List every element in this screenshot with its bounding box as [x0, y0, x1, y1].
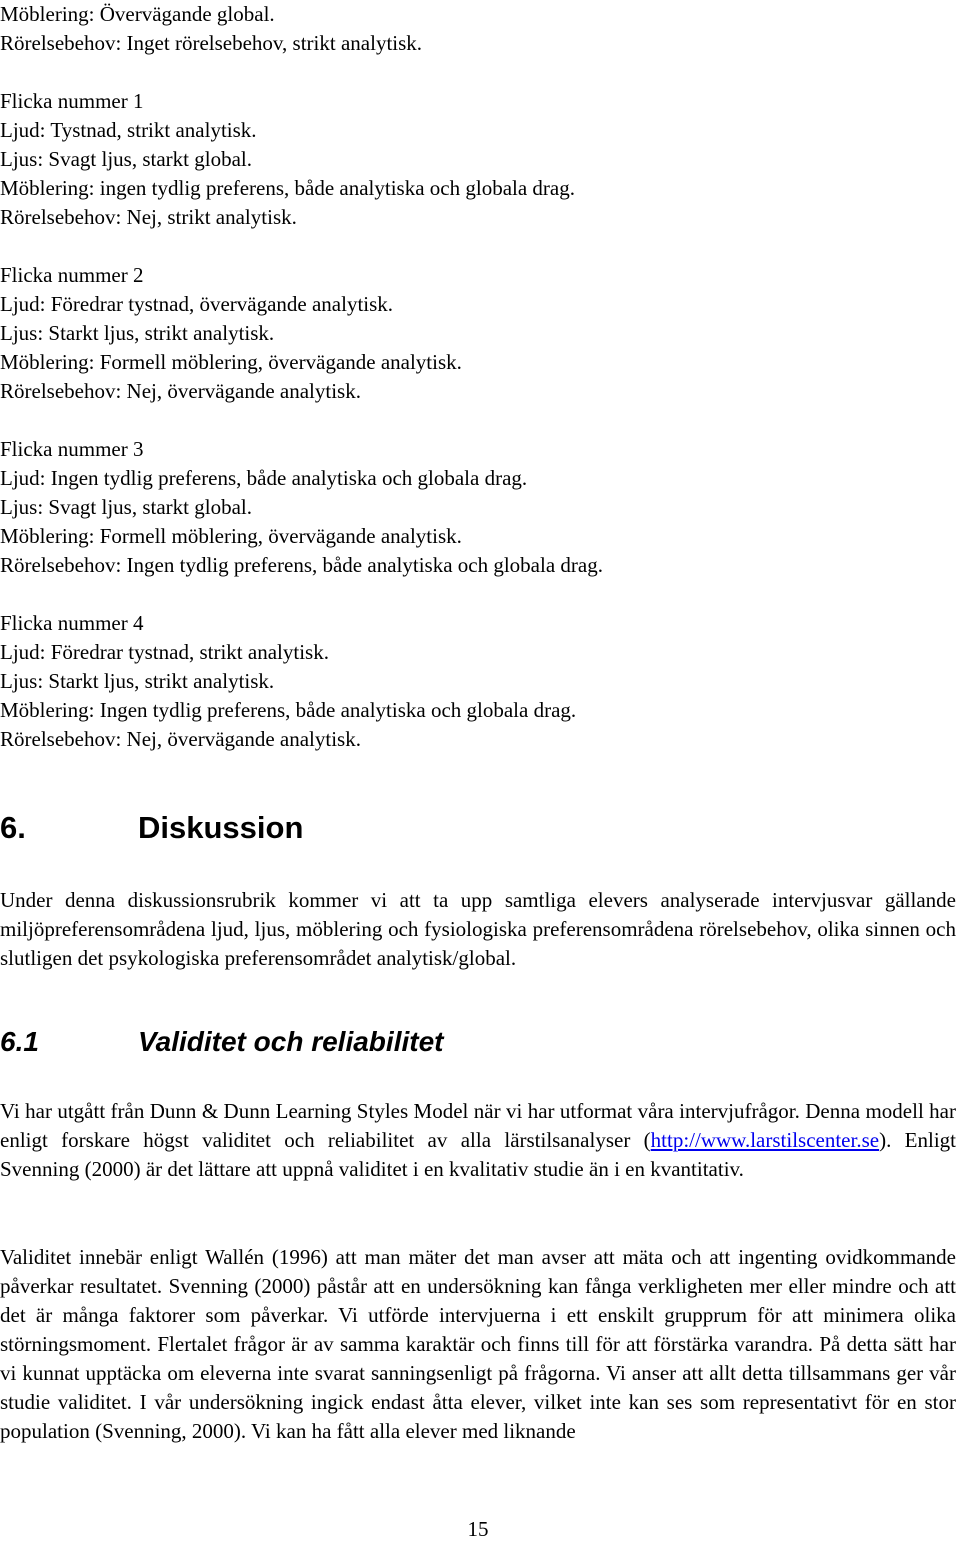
blank-line [0, 406, 603, 435]
validitet-paragraph-2: Validitet innebär enligt Wallén (1996) att man mäter det man avser att mäta och att ingenting ovidkommande påverkar resultatet. Svenning (2000) påstår att en undersökning kan fånga verkligheten mer eller mindre och att det är många faktorer som påverkar. Vi utförde intervjuerna i ett enskilt grupprum för att minimera olika störningsmoment. Flertalet frågor är av samma karaktär och finns till för att förstärka varandra. På detta sätt har vi kunnat upptäcka om eleverna inte svarat sanningsenligt på frågorna. Vi anser att allt detta tillsammans ger vår studie validitet. I vår undersökning ingick endast åtta elever, vilket inte kan ses som representativt för en stor population (Svenning, 2000). Vi kan ha fått alla elever med liknande [0, 1245, 956, 1443]
section-number: 6. [0, 810, 26, 845]
list-line: Ljus: Starkt ljus, strikt analytisk. [0, 669, 275, 693]
list-line: Rörelsebehov: Nej, övervägande analytisk. [0, 727, 361, 751]
list-line: Rörelsebehov: Inget rörelsebehov, strikt analytisk. [0, 31, 423, 55]
student-results-list [0, 0, 603, 754]
blank-line [0, 580, 603, 609]
diskussion-paragraph: Under denna diskussionsrubrik kommer vi att ta upp samtliga elevers analyserade intervjusvar gällande miljöpreferensområdena ljud, ljus, möblering och fysiologiska preferensområdena rörelsebehov, olika sinnen och slutligen det psykologiska preferensområdet analytisk/global. [0, 888, 956, 970]
paragraph-text: Vi har utgått från Dunn & Dunn Learning Styles Model när vi har utformat våra intervjufrågor. Denna modell har enligt forskare högst validitet och reliabilitet av alla lärstilsanalyser ( [0, 1099, 956, 1152]
paragraph-text: ). Enligt Svenning (2000) är det lättare att uppnå validitet i en kvalitativ studie än i en kvantitativ. [0, 1128, 957, 1181]
list-line: Möblering: Formell möblering, övervägande analytisk. [0, 350, 462, 374]
list-line: Möblering: Formell möblering, övervägande analytisk. [0, 524, 462, 548]
list-line: Rörelsebehov: Nej, övervägande analytisk. [0, 379, 361, 403]
girl-heading: Flicka nummer 1 [0, 89, 144, 113]
girl-heading: Flicka nummer 2 [0, 263, 144, 287]
girl-heading: Flicka nummer 3 [0, 437, 144, 461]
list-line: Möblering: ingen tydlig preferens, både analytiska och globala drag. [0, 176, 575, 200]
page-number: 15 [467, 1517, 489, 1541]
list-line: Ljus: Svagt ljus, starkt global. [0, 495, 252, 519]
list-line: Möblering: Övervägande global. [0, 2, 275, 26]
list-line: Möblering: Ingen tydlig preferens, både analytiska och globala drag. [0, 698, 577, 722]
section-heading-validitet [0, 1026, 443, 1058]
list-line: Rörelsebehov: Nej, strikt analytisk. [0, 205, 297, 229]
section-title: Validitet och reliabilitet [138, 1026, 444, 1057]
larstilscenter-link[interactable]: http://www.larstilscenter.se [650, 1128, 880, 1152]
list-line: Rörelsebehov: Ingen tydlig preferens, både analytiska och globala drag. [0, 553, 603, 577]
blank-line [0, 232, 603, 261]
list-line: Ljud: Föredrar tystnad, övervägande analytisk. [0, 292, 394, 316]
list-line: Ljud: Föredrar tystnad, strikt analytisk. [0, 640, 329, 664]
blank-line [0, 58, 603, 87]
list-line: Ljus: Svagt ljus, starkt global. [0, 147, 252, 171]
validitet-paragraph-1 [0, 1097, 956, 1184]
list-line: Ljud: Tystnad, strikt analytisk. [0, 118, 257, 142]
section-number: 6.1 [0, 1026, 39, 1057]
section-title: Diskussion [138, 810, 304, 845]
section-heading-diskussion [0, 810, 303, 846]
girl-heading: Flicka nummer 4 [0, 611, 144, 635]
list-line: Ljus: Starkt ljus, strikt analytisk. [0, 321, 275, 345]
list-line: Ljud: Ingen tydlig preferens, både analytiska och globala drag. [0, 466, 528, 490]
